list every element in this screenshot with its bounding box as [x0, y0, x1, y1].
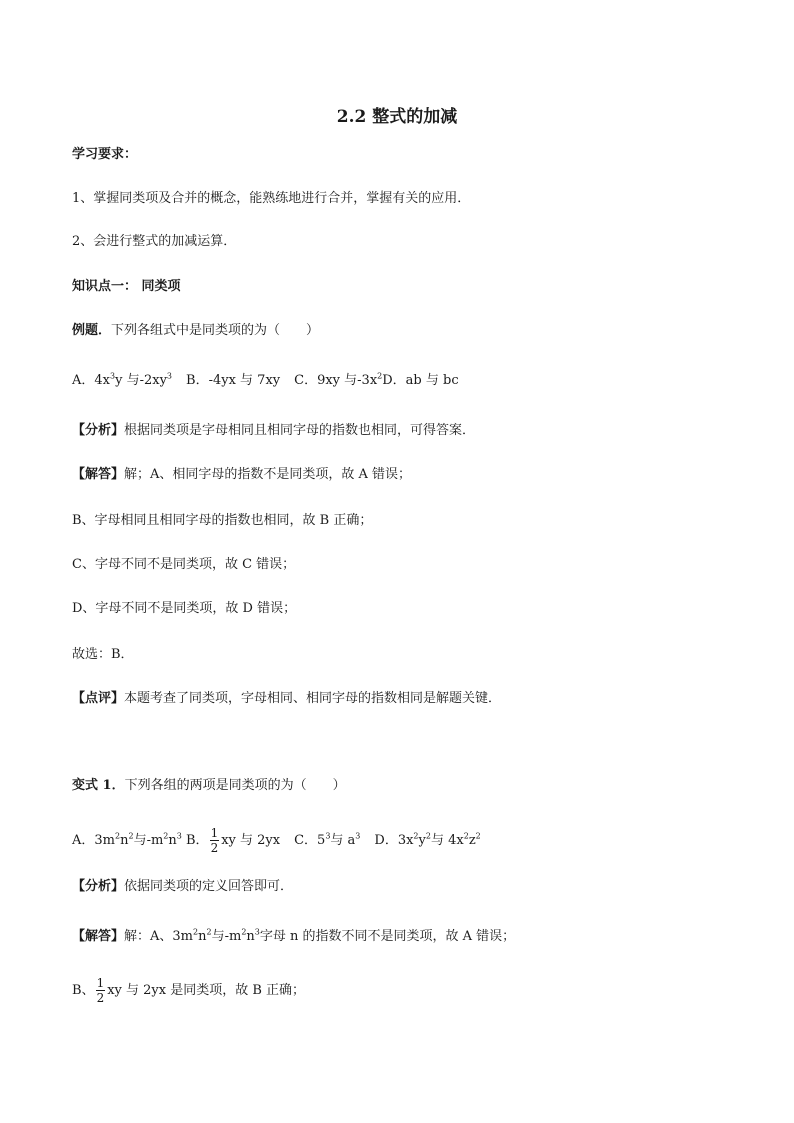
- example-label: 例题．: [72, 323, 112, 338]
- option-c: C．5: [294, 833, 326, 848]
- option-a: A．4x: [72, 373, 110, 388]
- option-a-text: y 与-2xy: [115, 373, 167, 388]
- answer-line-b: B、字母相同且相同字母的指数也相同，故 B 正确；: [72, 513, 373, 528]
- comment-text: 本题考查了同类项，字母相同、相同字母的指数相同是解题关键．: [124, 691, 502, 706]
- exponent: 3: [166, 371, 173, 381]
- fraction-one-half: [210, 826, 220, 855]
- example-comment: [72, 690, 501, 708]
- variant-analysis: [72, 878, 293, 896]
- exponent: 2: [413, 831, 419, 841]
- example-options: [72, 372, 459, 390]
- answer-line-d: D、字母不同不是同类项，故 D 错误；: [72, 601, 297, 616]
- option-b: B．-4yx 与 7xy: [186, 373, 281, 388]
- exponent: 2: [163, 831, 169, 841]
- option-d-text: y: [418, 833, 426, 848]
- comment-tag: 【点评】: [72, 691, 125, 706]
- requirements-heading: 学习要求：: [72, 147, 138, 162]
- option-d-text: 与 4x: [430, 833, 464, 848]
- exponent: 3: [355, 831, 361, 841]
- variant-answer: [72, 928, 515, 946]
- variant-question: [72, 777, 346, 795]
- answer-text: n: [198, 929, 207, 944]
- exponent: 3: [254, 927, 260, 937]
- answer-choice: 故选：B．: [72, 647, 134, 662]
- exponent: 2: [115, 831, 121, 841]
- example-answer: [72, 466, 411, 484]
- fraction-numerator: 1: [96, 976, 105, 990]
- knowledge-point-heading: 知识点一： 同类项: [72, 279, 181, 294]
- exponent: 2: [206, 927, 212, 937]
- analysis-tag: 【分析】: [72, 879, 125, 894]
- answer-tag: 【解答】: [72, 467, 125, 482]
- option-b: B．: [186, 833, 209, 848]
- exponent: 2: [463, 831, 469, 841]
- answer-text: 解；A、相同字母的指数不是同类项，故 A 错误；: [124, 467, 412, 482]
- analysis-text: 根据同类项是字母相同且相同字母的指数也相同，可得答案．: [124, 423, 476, 438]
- fraction-denominator: 2: [96, 991, 105, 1005]
- option-c-text: 与 a: [330, 833, 356, 848]
- answer-text: 字母 n 的指数不同不是同类项，故 A 错误；: [259, 929, 516, 944]
- answer-text: 解：A、3m: [124, 929, 194, 944]
- option-a-text: n: [168, 833, 177, 848]
- analysis-text: 依据同类项的定义回答即可．: [124, 879, 294, 894]
- exponent: 2: [241, 927, 247, 937]
- answer-text: 与-m: [211, 929, 242, 944]
- exponent: 2: [193, 927, 199, 937]
- requirement-2: 2、会进行整式的加减运算．: [72, 234, 237, 249]
- fraction-denominator: 2: [210, 841, 219, 855]
- option-d-text: z: [468, 833, 476, 848]
- exponent: 3: [176, 831, 182, 841]
- variant-options: [72, 826, 481, 856]
- exponent: 3: [325, 831, 331, 841]
- variant-question-text: 下列各组的两项是同类项的为（ ）: [124, 778, 346, 793]
- option-a: A．3m: [72, 833, 115, 848]
- option-d: D．3x: [374, 833, 414, 848]
- exponent: 2: [128, 831, 134, 841]
- option-b-text: xy 与 2yx: [221, 833, 281, 848]
- answer-text: n: [246, 929, 255, 944]
- option-c: C．9xy 与-3x: [294, 373, 378, 388]
- page-title: 2.2 整式的加减: [336, 107, 458, 127]
- example-analysis: [72, 422, 475, 440]
- exponent: 3: [110, 371, 116, 381]
- fraction-numerator: 1: [210, 826, 219, 840]
- option-a-text: 与-m: [133, 833, 164, 848]
- answer-line-c: C、字母不同不是同类项，故 C 错误；: [72, 557, 296, 572]
- variant-answer-line-b: [72, 976, 305, 1006]
- requirement-1: 1、掌握同类项及合并的概念，能熟练地进行合并，掌握有关的应用．: [72, 191, 471, 206]
- example-question-text: 下列各组式中是同类项的为（ ）: [111, 323, 320, 338]
- option-d: D．ab 与 bc: [382, 373, 459, 388]
- answer-line-b-prefix: B、: [72, 983, 95, 998]
- analysis-tag: 【分析】: [72, 423, 125, 438]
- exponent: 2: [475, 831, 481, 841]
- option-a-text: n: [120, 833, 129, 848]
- answer-line-b-text: xy 与 2yx 是同类项，故 B 正确；: [107, 983, 306, 998]
- fraction-one-half: [96, 976, 106, 1005]
- example-question: [72, 322, 319, 340]
- exponent: 2: [377, 371, 383, 381]
- answer-tag: 【解答】: [72, 929, 125, 944]
- exponent: 2: [425, 831, 431, 841]
- variant-label: 变式 1．: [72, 778, 125, 793]
